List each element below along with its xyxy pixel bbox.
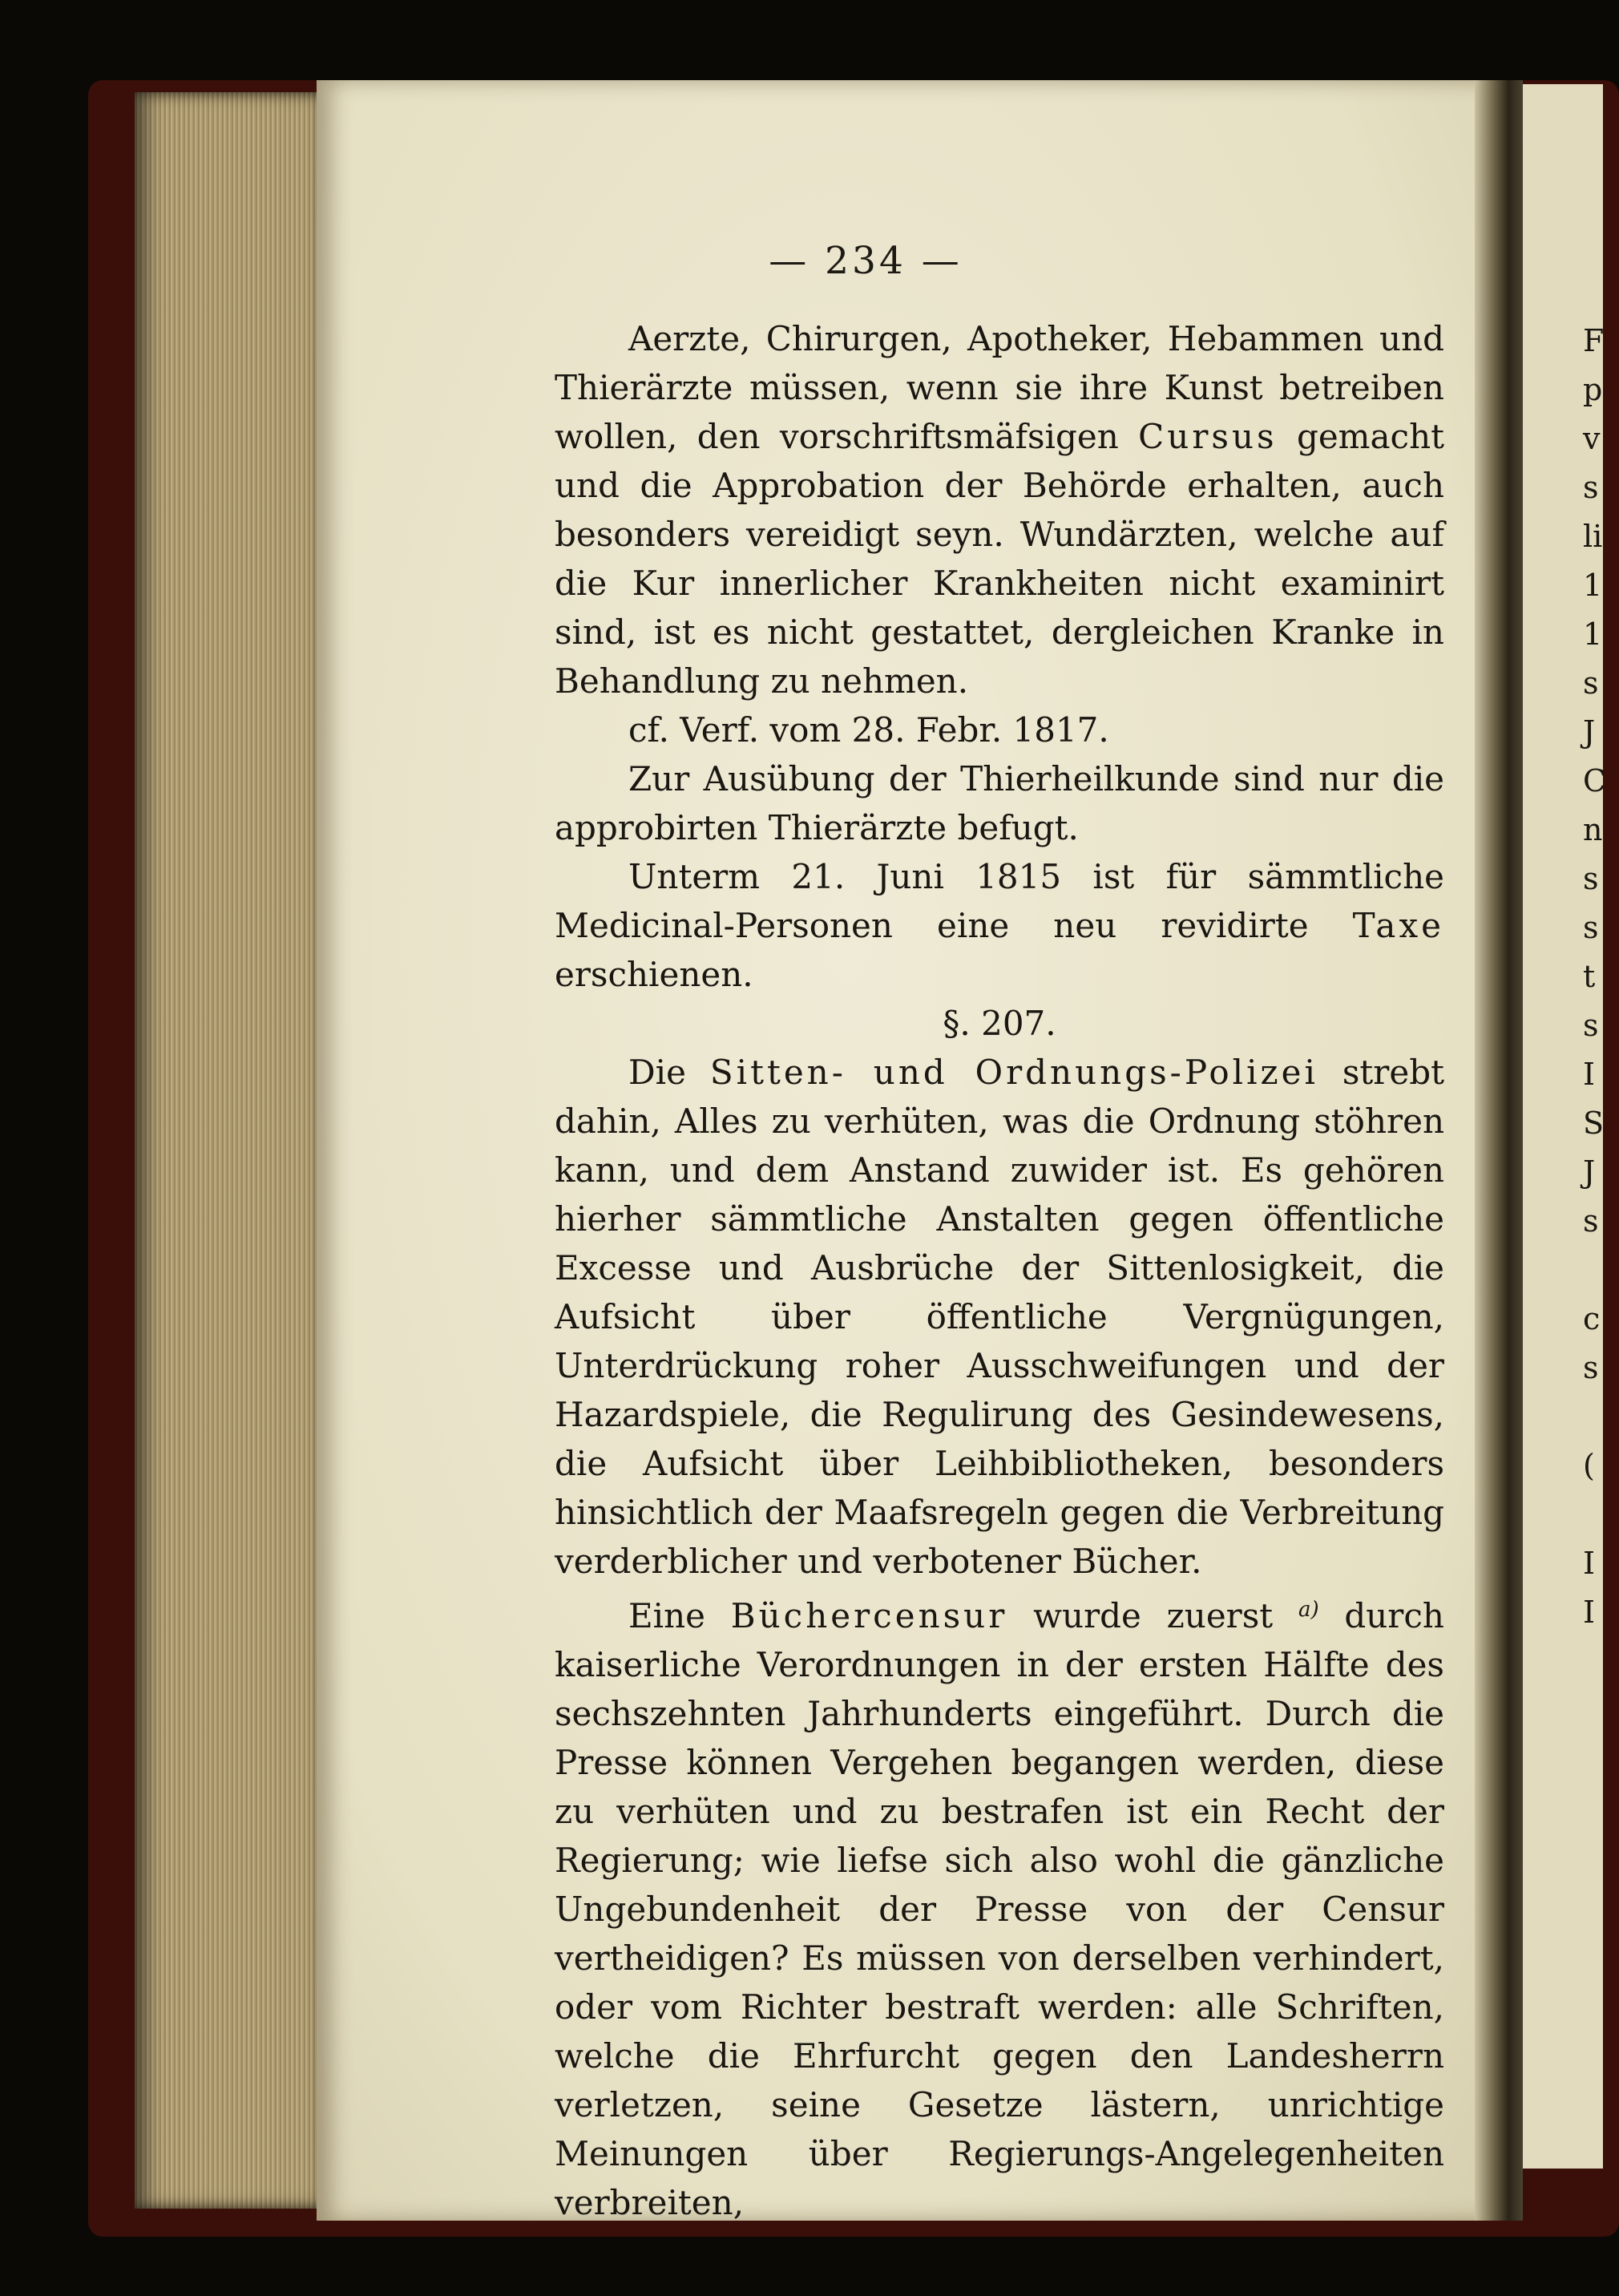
page-number: — 234 — [769,239,963,283]
facing-page-letter [1583,1637,1603,1686]
paragraph-1: Aerzte, Chirurgen, Apotheker, Hebammen und Thierärzte müssen, wenn sie ihre Kunst betreiben wollen, den vorschriftsmäfsigen Cursus gemacht und die Approbation der Behörde erhalten, auch besonders vereidigt seyn. Wundärzten, welche auf die Kur innerlicher Krankheiten nicht examinirt sind, ist es nicht gestattet, dergleichen Kranke in Behandlung zu nehmen. [555,319,1444,701]
facing-page-letter: F [1583,323,1605,358]
facing-page-letter: 1 [1583,616,1603,652]
paragraph-2: Zur Ausübung der Thierheilkunde sind nur die approbirten Thierärzte befugt. [555,759,1444,847]
facing-page-letter: s [1583,1008,1599,1043]
footnote-marker: a) [1298,1598,1319,1622]
section-heading: §. 207. [943,1004,1056,1043]
facing-page-letter: 1 [1583,568,1603,603]
facing-page-letter: c [1583,1301,1601,1336]
facing-page-letter: I [1583,1546,1596,1581]
facing-page-letter: t [1583,959,1596,994]
reference-line: cf. Verf. vom 28. Febr. 1817. [628,710,1109,750]
facing-page-letter [1583,1246,1603,1295]
facing-page-letter [1583,1393,1603,1441]
facing-page-letter: li [1583,519,1603,554]
facing-page-letter: I [1583,1057,1596,1092]
page-text [555,314,1444,2227]
facing-page-letter: s [1583,910,1599,945]
paragraph-5: Eine Büchercensur wurde zuerst $^{a)}$ durch kaiserliche Verordnungen in der ersten Hälfte des sechszehnten Jahrhunderts eingeführt. Durch die Presse können Vergehen begangen werden, diese zu verhüten und zu bestrafen ist ein Recht der Regierung; wie liefse sich also wohl die gänzliche Ungebundenheit der Presse von der Censur vertheidigen? Es müssen von derselben verhindert, oder vom Richter bestraft werden: alle Schriften, welche die Ehrfurcht gegen den Landesherrn verletzen, seine Gesetze lästern, unrichtige Meinungen über Regierungs-Angelegenheiten verbreiten, [555,1596,1444,2222]
facing-page-letter: p [1583,372,1603,407]
facing-page-letter: s [1583,665,1599,701]
book-gutter [1475,80,1523,2221]
facing-page-letter: S [1583,1106,1605,1141]
paragraph-4: Die Sitten- und Ordnungs-Polizei strebt dahin, Alles zu verhüten, was die Ordnung stöhren kann, und dem Anstand zuwider ist. Es gehören hierher sämmtliche Anstalten gegen öffentliche Excesse und Ausbrüche der Sittenlosigkeit, die Aufsicht über öffentliche Vergnügungen, Unterdrückung roher Ausschweifungen und der Hazardspiele, die Regulirung des Gesindewesens, die Aufsicht über Leihbibliotheken, besonders hinsichtlich der Maafsregeln gegen die Verbreitung verderblicher und verbotener Bücher. [555,1053,1444,1581]
facing-page-letters [1583,317,1607,1735]
paragraph-3: Unterm 21. Juni 1815 ist für sämmtliche Medicinal-Personen eine neu revidirte Taxe erschienen. [555,857,1444,994]
page-edges [135,92,325,2209]
facing-page-letter: s [1583,1350,1599,1385]
facing-page-letter: ( [1583,1448,1595,1483]
facing-page-letter: v [1583,421,1601,456]
facing-page-letter: J [1583,1154,1596,1190]
facing-page-letter: n [1583,812,1603,847]
facing-page-letter: I [1583,1595,1596,1630]
facing-page-letter: C [1583,763,1607,798]
facing-page-letter: s [1583,1203,1599,1239]
facing-page-letter [1583,1490,1603,1539]
facing-page-letter [1583,1686,1603,1735]
facing-page-letter: s [1583,861,1599,896]
facing-page-letter: J [1583,714,1596,750]
facing-page-letter: s [1583,470,1599,505]
